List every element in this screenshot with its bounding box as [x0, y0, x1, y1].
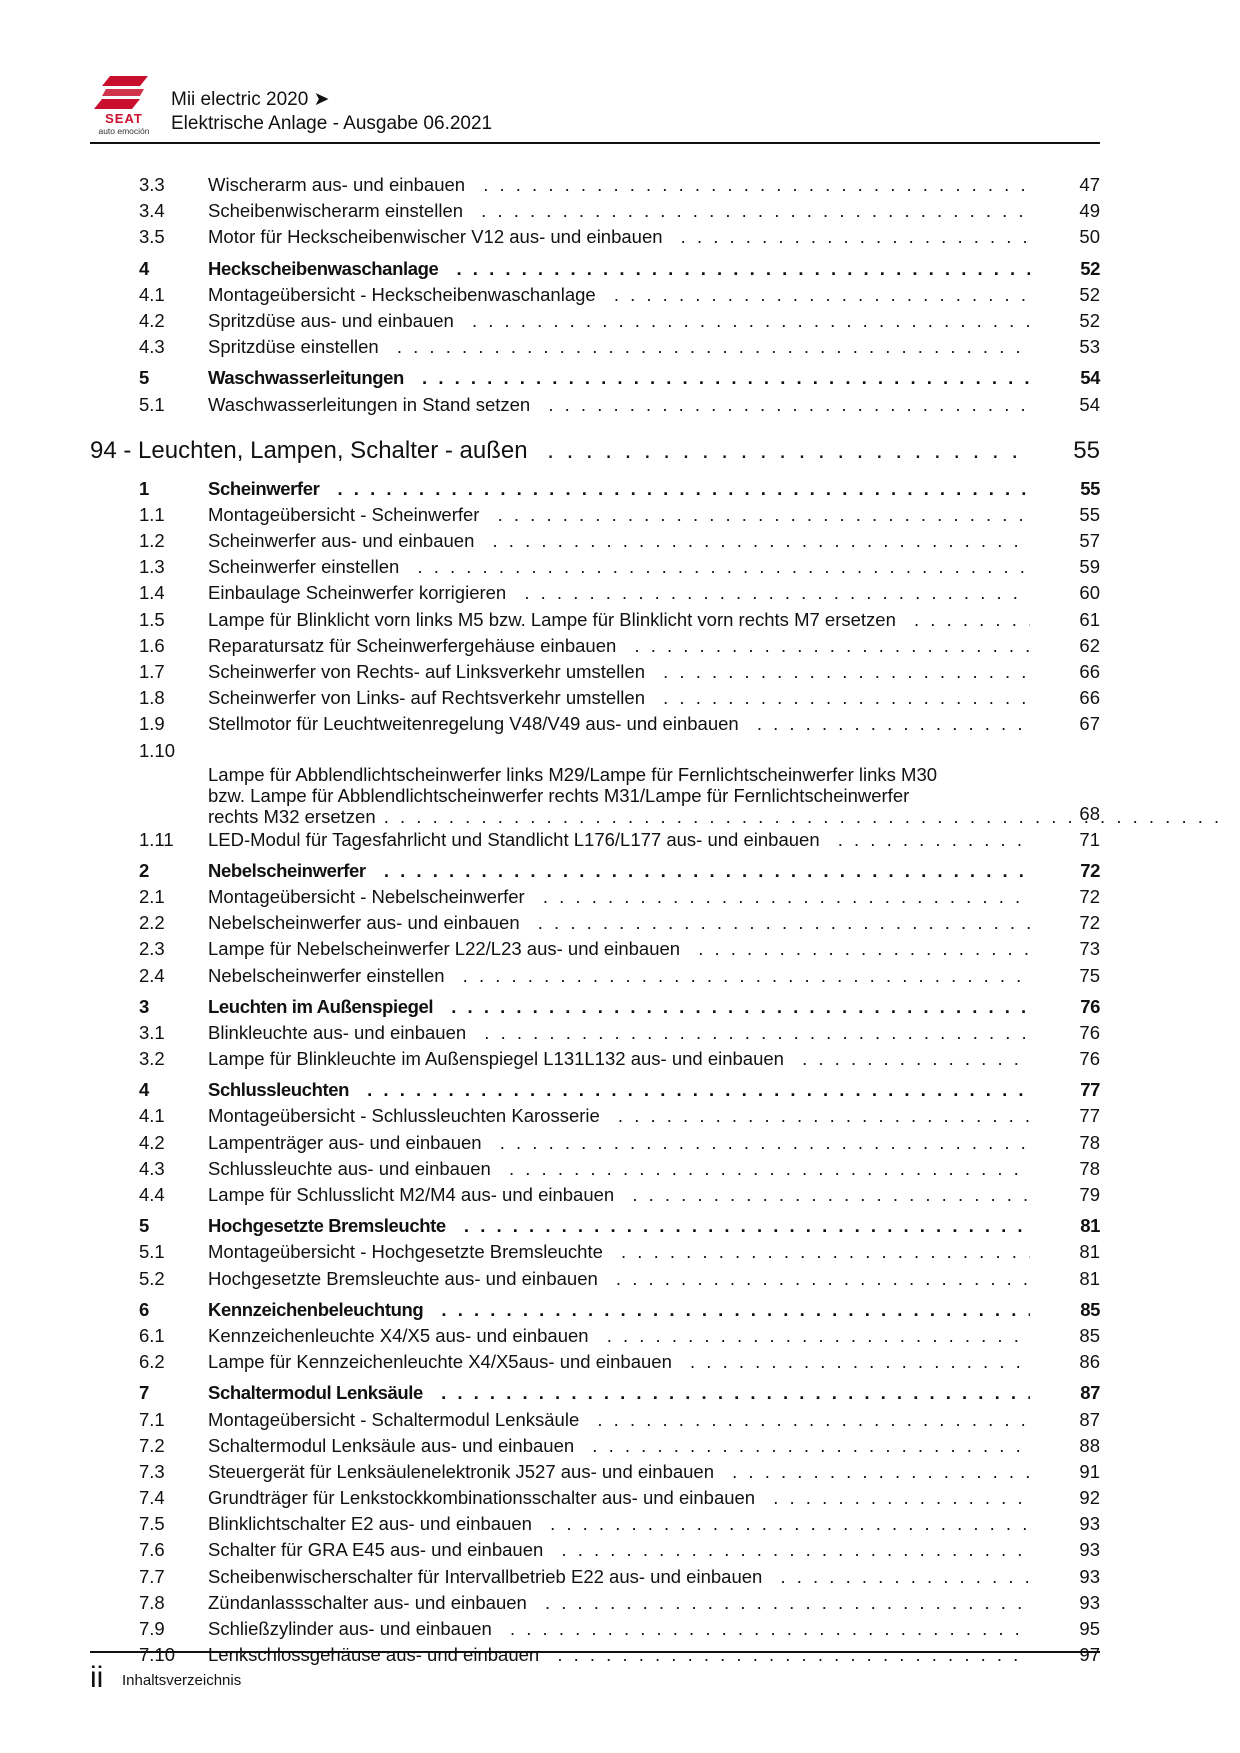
- toc-title: [208, 1239, 1030, 1265]
- toc-title-text: Waschwasserleitungen: [208, 367, 414, 388]
- toc-title: [208, 224, 1030, 250]
- toc-page-number: 54: [1079, 393, 1100, 415]
- toc-title-text: Montageübersicht - Hochgesetzte Bremsleuchte: [208, 1241, 613, 1262]
- toc-number: 7: [139, 1382, 149, 1404]
- footer-page-number: ii: [90, 1661, 104, 1694]
- page-header: [90, 58, 1100, 146]
- toc-number: 1.9: [139, 713, 165, 735]
- toc-title-text: Scheinwerfer: [208, 478, 329, 499]
- toc-number: 3.1: [139, 1021, 165, 1043]
- toc-title-text: Scheibenwischerschalter für Intervallbetrieb E22 aus- und einbauen: [208, 1566, 772, 1587]
- toc-title-text: Kennzeichenleuchte X4/X5 aus- und einbauen: [208, 1325, 599, 1346]
- toc-number: 4.3: [139, 336, 165, 358]
- toc-title-text: Zündanlassschalter aus- und einbauen: [208, 1592, 537, 1613]
- toc-page-number: 66: [1079, 661, 1100, 682]
- toc-page-number: 97: [1079, 1644, 1100, 1666]
- toc-title-text: Montageübersicht - Schlussleuchten Karosserie: [208, 1105, 610, 1126]
- toc-number: 4.2: [139, 309, 165, 331]
- toc-entry[interactable]: [90, 1616, 1100, 1642]
- toc-number: 1.2: [139, 530, 165, 552]
- toc-title: [208, 1642, 1030, 1668]
- document-title: [171, 88, 492, 136]
- toc-number: 4: [139, 1079, 149, 1101]
- toc-title-text: Schließzylinder aus- und einbauen: [208, 1618, 502, 1639]
- toc-chapter[interactable]: [90, 476, 1100, 502]
- toc-title-text: Steuergerät für Lenksäulenelektronik J527 aus- und einbauen: [208, 1461, 724, 1482]
- toc-title-text: Heckscheibenwaschanlage: [208, 258, 448, 279]
- toc-page-number: 66: [1079, 687, 1100, 709]
- toc-title: [208, 308, 1030, 334]
- toc-number: 1: [139, 477, 149, 499]
- toc-chapter[interactable]: [90, 858, 1100, 884]
- toc-entry[interactable]: [90, 659, 1100, 685]
- toc-title-text: Schaltermodul Lenksäule aus- und einbauen: [208, 1435, 584, 1456]
- toc-page-number: 85: [1080, 1298, 1100, 1320]
- toc-title: [208, 172, 1030, 198]
- toc-title: [208, 1380, 1030, 1406]
- toc-title: [208, 1213, 1030, 1239]
- toc-title: [208, 1349, 1030, 1375]
- toc-number: 2.1: [139, 885, 165, 907]
- toc-page-number: 77: [1079, 1105, 1100, 1127]
- toc-title: [208, 963, 1030, 989]
- toc-entry[interactable]: [90, 198, 1100, 224]
- toc-page-number: 95: [1079, 1618, 1100, 1639]
- toc-page-number: 73: [1079, 938, 1100, 960]
- toc-entry[interactable]: [90, 1485, 1100, 1511]
- toc-title-text: Scheibenwischerarm einstellen: [208, 200, 473, 221]
- toc-entry[interactable]: [90, 1323, 1100, 1349]
- toc-number: 1.1: [139, 503, 165, 525]
- toc-entry[interactable]: [90, 685, 1100, 711]
- toc-title: [208, 1407, 1030, 1433]
- toc-title: [208, 1297, 1030, 1323]
- toc-title-text: Lampe für Nebelscheinwerfer L22/L23 aus- und einbauen: [208, 938, 690, 959]
- toc-number: 3.5: [139, 226, 165, 248]
- toc-page-number: 52: [1079, 283, 1100, 305]
- toc-page-number: 81: [1079, 1241, 1100, 1263]
- toc-title: [90, 431, 1030, 471]
- toc-number: 4.2: [139, 1131, 165, 1153]
- toc-page-number: 59: [1079, 556, 1100, 578]
- toc-title-text: Lenkschlossgehäuse aus- und einbauen: [208, 1644, 549, 1665]
- toc-number: 2.2: [139, 912, 165, 934]
- toc-page-number: 93: [1079, 1513, 1100, 1535]
- toc-page-number: 47: [1079, 174, 1100, 195]
- toc-entry[interactable]: [90, 554, 1100, 580]
- toc-entry[interactable]: [90, 884, 1100, 910]
- toc-page-number: 86: [1079, 1351, 1100, 1373]
- toc-title: [208, 1459, 1030, 1485]
- toc-entry[interactable]: [90, 1046, 1100, 1072]
- toc-title: [208, 502, 1030, 528]
- toc-title: [208, 1130, 1030, 1156]
- toc-page-number: 88: [1079, 1434, 1100, 1456]
- toc-entry[interactable]: [90, 334, 1100, 360]
- toc-entry[interactable]: [90, 1266, 1100, 1292]
- toc-title: [208, 633, 1030, 659]
- toc-title-text: Stellmotor für Leuchtweitenregelung V48/V49 aus- und einbauen: [208, 713, 749, 734]
- toc-page-number: 55: [1079, 503, 1100, 525]
- toc-entry[interactable]: [90, 172, 1100, 198]
- toc-number: 5.1: [139, 393, 165, 415]
- toc-page-number: 93: [1079, 1565, 1100, 1587]
- toc-chapter[interactable]: [90, 1380, 1100, 1406]
- toc-page-number: 55: [1073, 436, 1100, 464]
- toc-number: 7.2: [139, 1434, 165, 1456]
- toc-entry[interactable]: [90, 282, 1100, 308]
- toc-title-text: Blinklichtschalter E2 aus- und einbauen: [208, 1513, 542, 1534]
- toc-page-number: 53: [1079, 336, 1100, 358]
- toc-entry[interactable]: [90, 502, 1100, 528]
- toc-title-text: Lampe für Blinklicht vorn links M5 bzw. Lampe für Blinklicht vorn rechts M7 ersetzen: [208, 609, 906, 630]
- toc-number: 7.5: [139, 1513, 165, 1535]
- toc-title: [208, 827, 1030, 853]
- toc-number: 7.9: [139, 1618, 165, 1639]
- toc-number: 4.3: [139, 1157, 165, 1179]
- toc-entry[interactable]: [90, 1459, 1100, 1485]
- toc-page-number: 85: [1079, 1324, 1100, 1346]
- toc-title: [208, 1433, 1030, 1459]
- toc-entry[interactable]: [90, 528, 1100, 554]
- toc-title-text: Scheinwerfer von Rechts- auf Linksverkehr umstellen: [208, 661, 655, 682]
- toc-title: [208, 1103, 1030, 1129]
- toc-number: 3.3: [139, 174, 165, 195]
- toc-title: [208, 334, 1030, 360]
- toc-entry[interactable]: [90, 711, 1100, 737]
- toc-title-text: Blinkleuchte aus- und einbauen: [208, 1022, 476, 1043]
- toc-entry[interactable]: [90, 607, 1100, 633]
- toc-entry[interactable]: [90, 1182, 1100, 1208]
- toc-entry[interactable]: [90, 1239, 1100, 1265]
- toc-title: [208, 554, 1030, 580]
- toc-title: [208, 858, 1030, 884]
- toc-title: [208, 1323, 1030, 1349]
- toc-page-number: 50: [1079, 226, 1100, 248]
- toc-entry[interactable]: [90, 580, 1100, 606]
- toc-title: [208, 476, 1030, 502]
- toc-page-number: 72: [1080, 859, 1100, 881]
- toc-page-number: 81: [1079, 1267, 1100, 1289]
- toc-title-text: Schlussleuchte aus- und einbauen: [208, 1158, 501, 1179]
- toc-title: [208, 685, 1030, 711]
- toc-title-text: Montageübersicht - Nebelscheinwerfer: [208, 886, 535, 907]
- toc-title: [208, 1156, 1030, 1182]
- toc-title-text: Scheinwerfer aus- und einbauen: [208, 530, 484, 551]
- toc-entry[interactable]: [90, 910, 1100, 936]
- toc-number: 5: [139, 1215, 149, 1237]
- toc-page-number: 62: [1079, 634, 1100, 656]
- toc-page-number: 72: [1079, 912, 1100, 934]
- toc-entry[interactable]: [90, 1642, 1100, 1668]
- toc-title-text: Nebelscheinwerfer einstellen: [208, 965, 455, 986]
- toc-number: 1.4: [139, 582, 165, 604]
- toc-part-heading[interactable]: [90, 431, 1100, 471]
- toc-title-text: LED-Modul für Tagesfahrlicht und Standlicht L176/L177 aus- und einbauen: [208, 829, 830, 850]
- toc-entry[interactable]: [90, 827, 1100, 853]
- toc-entry[interactable]: [90, 1020, 1100, 1046]
- toc-title-text: Wischerarm aus- und einbauen: [208, 174, 475, 195]
- toc-entry[interactable]: [90, 1564, 1100, 1590]
- toc-number: 7.8: [139, 1591, 165, 1613]
- toc-title: [208, 365, 1030, 391]
- toc-title-text: Reparatursatz für Scheinwerfergehäuse einbauen: [208, 635, 626, 656]
- toc-title-text: Montageübersicht - Schaltermodul Lenksäule: [208, 1409, 589, 1430]
- toc-title: [208, 1266, 1030, 1292]
- toc-title-text: Lampe für Kennzeichenleuchte X4/X5aus- und einbauen: [208, 1351, 682, 1372]
- toc-title: [208, 1046, 1030, 1072]
- toc-page-number: 67: [1079, 713, 1100, 735]
- toc-title: [208, 1485, 1030, 1511]
- toc-title-line: rechts M32 ersetzen . . .: [208, 806, 1218, 827]
- toc-page-number: 77: [1080, 1079, 1100, 1101]
- toc-page-number: 87: [1079, 1408, 1100, 1430]
- toc-number: 1.10: [139, 739, 176, 761]
- toc-entry[interactable]: [90, 1349, 1100, 1375]
- toc-page-number: 52: [1079, 309, 1100, 331]
- toc-title: [208, 1564, 1030, 1590]
- toc-page-number: 54: [1080, 367, 1100, 389]
- toc-number: 5.2: [139, 1267, 165, 1289]
- toc-number: 3.4: [139, 200, 165, 222]
- svg-text:auto emoción: auto emoción: [98, 126, 150, 136]
- toc-entry[interactable]: [90, 633, 1100, 659]
- toc-entry[interactable]: [90, 1537, 1100, 1563]
- toc-page-number: 93: [1079, 1539, 1100, 1561]
- toc-number: 6.2: [139, 1351, 165, 1373]
- toc-number: 6: [139, 1298, 149, 1320]
- toc-title: [208, 659, 1030, 685]
- document-title-line1: Mii electric 2020 ➤: [171, 89, 330, 110]
- toc-title-text: Schalter für GRA E45 aus- und einbauen: [208, 1539, 553, 1560]
- toc-title: [208, 1616, 1030, 1642]
- toc-number: 5: [139, 367, 149, 389]
- toc-entry[interactable]: [90, 1433, 1100, 1459]
- toc-number: 1.5: [139, 608, 165, 630]
- toc-title: [208, 282, 1030, 308]
- toc-chapter[interactable]: [90, 994, 1100, 1020]
- toc-entry[interactable]: [90, 963, 1100, 989]
- toc-page-number: 71: [1079, 828, 1100, 850]
- toc-number: 7.1: [139, 1408, 165, 1430]
- toc-title: [208, 711, 1030, 737]
- toc-page-number: 52: [1080, 257, 1100, 279]
- toc-title: [208, 910, 1030, 936]
- toc-page-number: 61: [1079, 608, 1100, 630]
- toc-entry[interactable]: [90, 738, 1100, 827]
- toc-number: 4: [139, 257, 149, 279]
- toc-number: 2: [139, 859, 149, 881]
- toc-title-line: Lampe für Abblendlichtscheinwerfer links M29/Lampe für Fernlichtscheinwerfer links M30: [208, 763, 938, 785]
- toc-title: [208, 994, 1030, 1020]
- footer-label: Inhaltsverzeichnis: [122, 1672, 242, 1689]
- toc-entry[interactable]: [90, 392, 1100, 418]
- toc-number: 6.1: [139, 1324, 165, 1346]
- toc-number: 7.6: [139, 1539, 165, 1561]
- toc-title-text: Lampenträger aus- und einbauen: [208, 1132, 492, 1153]
- toc-chapter[interactable]: [90, 1077, 1100, 1103]
- toc-page-number: 76: [1080, 995, 1100, 1017]
- toc-number: 3.2: [139, 1048, 165, 1070]
- toc-number: 7.7: [139, 1565, 165, 1587]
- toc-title-text: Lampe für Schlusslicht M2/M4 aus- und einbauen: [208, 1184, 624, 1205]
- toc-page-number: 91: [1079, 1460, 1100, 1482]
- toc-entry[interactable]: [90, 1407, 1100, 1433]
- toc-number: 2.4: [139, 964, 165, 986]
- toc-entry[interactable]: [90, 936, 1100, 962]
- toc-title: [208, 1537, 1030, 1563]
- toc-chapter[interactable]: [90, 1297, 1100, 1323]
- svg-text:SEAT: SEAT: [105, 111, 143, 126]
- toc-title: [208, 1077, 1030, 1103]
- toc-title: [208, 936, 1030, 962]
- toc-title-text: Montageübersicht - Heckscheibenwaschanlage: [208, 284, 606, 305]
- toc-page-number: 78: [1079, 1131, 1100, 1153]
- toc-entry[interactable]: [90, 1590, 1100, 1616]
- toc-number: 4.1: [139, 283, 165, 305]
- toc-page-number: 76: [1079, 1048, 1100, 1070]
- toc-entry[interactable]: [90, 1511, 1100, 1537]
- toc-entry[interactable]: [90, 1156, 1100, 1182]
- toc-title: [208, 1020, 1030, 1046]
- toc-page-number: 68: [1079, 802, 1100, 824]
- toc-title: [208, 392, 1030, 418]
- toc-title-text: Grundträger für Lenkstockkombinationsschalter aus- und einbauen: [208, 1487, 765, 1508]
- toc-number: 3: [139, 995, 149, 1017]
- toc-number: 1.6: [139, 634, 165, 656]
- toc-entry[interactable]: [90, 1103, 1100, 1129]
- toc-number: 4.4: [139, 1184, 165, 1205]
- toc-number: 1.8: [139, 687, 165, 709]
- toc-entry[interactable]: [90, 1130, 1100, 1156]
- seat-logo: [90, 72, 170, 142]
- toc-title: [208, 528, 1030, 554]
- toc-title-text: Waschwasserleitungen in Stand setzen: [208, 394, 540, 415]
- toc-page-number: 93: [1079, 1591, 1100, 1613]
- toc-title: [208, 580, 1030, 606]
- toc-title-text: Hochgesetzte Bremsleuchte aus- und einbauen: [208, 1268, 608, 1289]
- toc-entry[interactable]: [90, 224, 1100, 250]
- toc-number: 1.3: [139, 556, 165, 578]
- toc-number: 1.11: [139, 828, 174, 850]
- toc-title-text: Spritzdüse aus- und einbauen: [208, 310, 464, 331]
- toc-title-text: Scheinwerfer einstellen: [208, 556, 409, 577]
- toc-title-text: Scheinwerfer von Links- auf Rechtsverkehr umstellen: [208, 687, 655, 708]
- toc-number: 1.7: [139, 661, 165, 682]
- toc-number: 7.3: [139, 1460, 165, 1482]
- toc-title: [208, 884, 1030, 910]
- toc-title-text: Lampe für Blinkleuchte im Außenspiegel L131L132 aus- und einbauen: [208, 1048, 794, 1069]
- toc-page-number: 49: [1079, 200, 1100, 222]
- toc-number: 4.1: [139, 1105, 165, 1127]
- toc-title-text: Nebelscheinwerfer aus- und einbauen: [208, 912, 530, 933]
- toc-page-number: 78: [1079, 1157, 1100, 1179]
- toc-title: [208, 1511, 1030, 1537]
- toc-title-text: Hochgesetzte Bremsleuchte: [208, 1215, 456, 1236]
- toc-title-text: Montageübersicht - Scheinwerfer: [208, 504, 489, 525]
- toc-page-number: 81: [1080, 1215, 1100, 1237]
- toc-title-text: Spritzdüse einstellen: [208, 336, 389, 357]
- toc-page-number: 57: [1079, 530, 1100, 552]
- toc-page-number: 72: [1079, 885, 1100, 907]
- toc-page-number: 79: [1079, 1184, 1100, 1205]
- toc-title-line: bzw. Lampe für Abblendlichtscheinwerfer rechts M31/Lampe für Fernlichtscheinwerfer: [208, 784, 910, 806]
- toc-page-number: 75: [1079, 964, 1100, 986]
- toc-number: 5.1: [139, 1241, 165, 1263]
- toc-number: 7.10: [139, 1644, 176, 1666]
- header-rule: [90, 142, 1100, 144]
- toc-title: [208, 607, 1030, 633]
- toc-page-number: 76: [1079, 1021, 1100, 1043]
- toc-title: [208, 1590, 1030, 1616]
- toc-title: [208, 1182, 1030, 1208]
- table-of-contents: [90, 172, 1100, 1668]
- toc-chapter[interactable]: [90, 256, 1100, 282]
- toc-title-text: Schaltermodul Lenksäule: [208, 1382, 433, 1403]
- toc-entry[interactable]: [90, 308, 1100, 334]
- toc-page-number: 60: [1079, 582, 1100, 604]
- toc-title: [208, 256, 1030, 282]
- toc-page-number: 92: [1079, 1487, 1100, 1509]
- toc-chapter[interactable]: [90, 1213, 1100, 1239]
- toc-chapter[interactable]: [90, 365, 1100, 391]
- toc-title-text: Motor für Heckscheibenwischer V12 aus- und einbauen: [208, 226, 673, 247]
- toc-page-number: 55: [1080, 477, 1100, 499]
- toc-number: 2.3: [139, 938, 165, 960]
- footer-rule: [90, 1651, 1100, 1653]
- toc-title-text: 94 - Leuchten, Lampen, Schalter - außen: [90, 437, 538, 464]
- toc-number: 7.4: [139, 1487, 165, 1509]
- toc-title: [208, 198, 1030, 224]
- toc-title-text: Einbaulage Scheinwerfer korrigieren: [208, 582, 516, 603]
- document-title-line2: Elektrische Anlage - Ausgabe 06.2021: [171, 113, 493, 134]
- toc-title-text: Nebelscheinwerfer: [208, 860, 376, 881]
- toc-page-number: 87: [1080, 1382, 1100, 1404]
- toc-title-text: Leuchten im Außenspiegel: [208, 996, 443, 1017]
- toc-title-text: Schlussleuchten: [208, 1079, 359, 1100]
- toc-title-text: Kennzeichenbeleuchtung: [208, 1299, 433, 1320]
